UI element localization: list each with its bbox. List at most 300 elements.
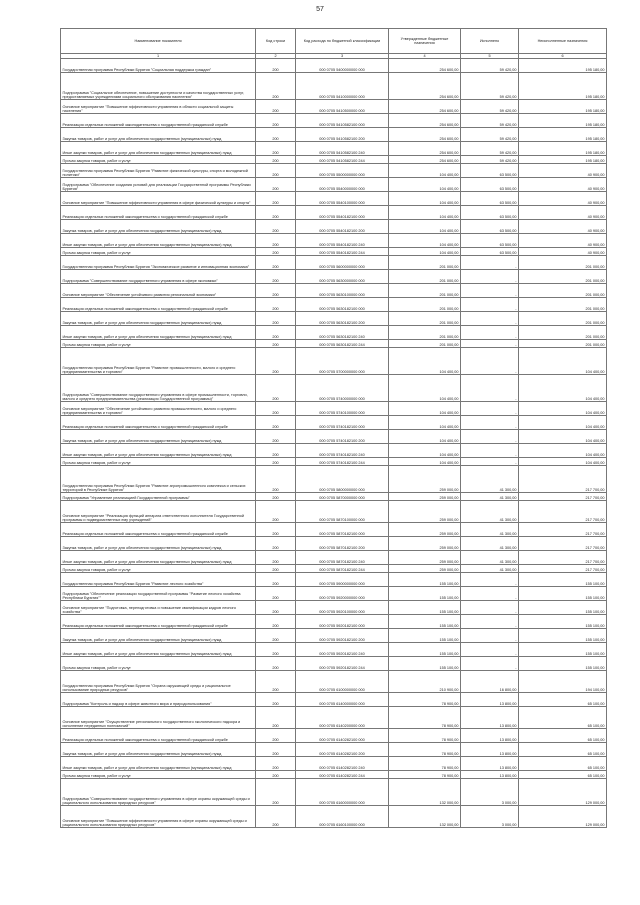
- table-row: [61, 348, 607, 375]
- table-row: [61, 73, 607, 100]
- row-executed: -: [461, 375, 519, 402]
- row-indicator-name: Иные закупки товаров, работ и услуг для обеспечения государственных (муниципальных) нужд: [61, 551, 256, 565]
- row-indicator-name: Государственная программа Республики Бурятия "Охрана окружающей среды и рациональное использование природных ресурсов": [61, 671, 256, 693]
- row-line-code: 200: [256, 340, 296, 348]
- row-approved: 201 000,00: [389, 326, 461, 340]
- row-indicator-name: Реализация отдельных положений законодательства о государственной гражданской службе: [61, 523, 256, 537]
- row-unexecuted: 217 700,00: [519, 565, 607, 573]
- row-approved: 104 400,00: [389, 164, 461, 178]
- row-unexecuted: 195 180,00: [519, 114, 607, 128]
- row-expense-code: 000 0705 5800000000 000: [296, 466, 389, 493]
- row-expense-code: 000 0705 6140282100 240: [296, 757, 389, 771]
- row-approved: 254 600,00: [389, 156, 461, 164]
- row-indicator-name: Государственная программа Республики Бурятия "Развитие агропромышленного комплекса и сельских территорий в Республике Бурятия": [61, 466, 256, 493]
- row-executed: -: [461, 326, 519, 340]
- table-row: [61, 178, 607, 192]
- row-executed: -: [461, 256, 519, 270]
- row-executed: 59 420,00: [461, 59, 519, 73]
- row-executed: -: [461, 416, 519, 430]
- row-approved: 104 400,00: [389, 178, 461, 192]
- row-indicator-name: Прочая закупка товаров, работ и услуг: [61, 771, 256, 779]
- row-indicator-name: Иные закупки товаров, работ и услуг для обеспечения государственных (муниципальных) нужд: [61, 444, 256, 458]
- row-approved: 201 000,00: [389, 284, 461, 298]
- row-line-code: 200: [256, 206, 296, 220]
- table-row: [61, 100, 607, 114]
- row-executed: 63 500,00: [461, 192, 519, 206]
- row-line-code: 200: [256, 466, 296, 493]
- row-executed: 13 800,00: [461, 707, 519, 729]
- row-executed: -: [461, 430, 519, 444]
- row-line-code: 200: [256, 757, 296, 771]
- row-approved: 78 900,00: [389, 729, 461, 743]
- row-indicator-name: Прочая закупка товаров, работ и услуг: [61, 156, 256, 164]
- row-indicator-name: Основное мероприятие "Повышение эффективности управления в сфере охраны окружающей среды и рационального использования природных ресурсов": [61, 806, 256, 828]
- row-indicator-name: Подпрограмма "Социальное обеспечение, повышение доступности и качества государственных услуг, предоставляемых учреждениями социального обслуживания населения": [61, 73, 256, 100]
- row-line-code: 200: [256, 771, 296, 779]
- row-line-code: 200: [256, 284, 296, 298]
- header-executed: Исполнено: [461, 29, 519, 54]
- row-approved: 254 600,00: [389, 114, 461, 128]
- row-approved: 104 400,00: [389, 444, 461, 458]
- row-indicator-name: Подпрограмма "Совершенствование государственного управления в сфере охраны окружающей среды и рационального использования природных ресурсов": [61, 779, 256, 806]
- row-expense-code: 000 0705 5540182100 244: [296, 248, 389, 256]
- row-expense-code: 000 0705 5870100000 000: [296, 501, 389, 523]
- row-expense-code: 000 0705 5740100000 000: [296, 402, 389, 416]
- table-row: [61, 573, 607, 587]
- row-unexecuted: 65 100,00: [519, 757, 607, 771]
- budget-execution-table: [60, 28, 607, 828]
- row-line-code: 200: [256, 779, 296, 806]
- row-approved: 201 000,00: [389, 270, 461, 284]
- row-approved: 254 600,00: [389, 128, 461, 142]
- row-indicator-name: Прочая закупка товаров, работ и услуг: [61, 565, 256, 573]
- row-line-code: 200: [256, 270, 296, 284]
- row-line-code: 200: [256, 565, 296, 573]
- row-executed: 41 300,00: [461, 466, 519, 493]
- row-approved: 254 600,00: [389, 100, 461, 114]
- row-expense-code: 000 0705 5600000000 000: [296, 256, 389, 270]
- row-unexecuted: 194 100,00: [519, 671, 607, 693]
- row-unexecuted: 155 100,00: [519, 587, 607, 601]
- row-unexecuted: 65 100,00: [519, 729, 607, 743]
- row-approved: 155 100,00: [389, 615, 461, 629]
- row-executed: -: [461, 312, 519, 326]
- row-approved: 78 900,00: [389, 707, 461, 729]
- row-approved: 201 000,00: [389, 312, 461, 326]
- row-approved: 104 400,00: [389, 402, 461, 416]
- row-indicator-name: Закупка товаров, работ и услуг для обеспечения государственных (муниципальных) нужд: [61, 220, 256, 234]
- row-approved: 155 100,00: [389, 643, 461, 657]
- row-executed: 63 500,00: [461, 206, 519, 220]
- row-unexecuted: 201 000,00: [519, 326, 607, 340]
- row-unexecuted: 155 100,00: [519, 573, 607, 587]
- table-row: [61, 340, 607, 348]
- row-expense-code: 000 0705 6140200000 000: [296, 707, 389, 729]
- row-unexecuted: 104 400,00: [519, 444, 607, 458]
- row-indicator-name: Государственная программа Республики Бурятия "Экономическое развитие и инновационная экономика": [61, 256, 256, 270]
- row-expense-code: 000 0705 5630182100 244: [296, 340, 389, 348]
- row-expense-code: 000 0705 5410500000 000: [296, 100, 389, 114]
- row-approved: 155 100,00: [389, 601, 461, 615]
- row-indicator-name: Основное мероприятие "Обеспечение устойчивого развития региональной экономики": [61, 284, 256, 298]
- table-row: [61, 416, 607, 430]
- row-unexecuted: 65 100,00: [519, 707, 607, 729]
- row-unexecuted: 129 000,00: [519, 779, 607, 806]
- table-row: [61, 587, 607, 601]
- row-line-code: 200: [256, 100, 296, 114]
- row-line-code: 200: [256, 164, 296, 178]
- row-executed: -: [461, 444, 519, 458]
- row-indicator-name: Прочая закупка товаров, работ и услуг: [61, 458, 256, 466]
- row-expense-code: 000 0705 5540182100 200: [296, 220, 389, 234]
- table-row: [61, 729, 607, 743]
- row-executed: 41 300,00: [461, 551, 519, 565]
- table-row: [61, 565, 607, 573]
- row-line-code: 200: [256, 537, 296, 551]
- table-row: [61, 501, 607, 523]
- row-expense-code: 000 0705 5540182100 000: [296, 206, 389, 220]
- row-expense-code: 000 0705 5870182100 200: [296, 537, 389, 551]
- row-line-code: 200: [256, 298, 296, 312]
- row-expense-code: 000 0705 5410582100 000: [296, 114, 389, 128]
- row-executed: 41 300,00: [461, 537, 519, 551]
- row-approved: 132 000,00: [389, 779, 461, 806]
- row-unexecuted: 65 100,00: [519, 743, 607, 757]
- row-expense-code: 000 0705 6160100000 000: [296, 806, 389, 828]
- row-executed: -: [461, 629, 519, 643]
- row-approved: 259 000,00: [389, 551, 461, 565]
- row-unexecuted: 40 900,00: [519, 206, 607, 220]
- row-executed: 13 800,00: [461, 693, 519, 707]
- row-expense-code: 000 0705 5630182100 200: [296, 312, 389, 326]
- table-row: [61, 493, 607, 501]
- row-expense-code: 000 0705 5540100000 000: [296, 192, 389, 206]
- row-unexecuted: 201 000,00: [519, 284, 607, 298]
- row-approved: 210 900,00: [389, 671, 461, 693]
- row-executed: -: [461, 573, 519, 587]
- row-expense-code: 000 0705 5500000000 000: [296, 164, 389, 178]
- row-executed: 59 420,00: [461, 100, 519, 114]
- row-indicator-name: Подпрограмма "Контроль и надзор в сфере животного мира и природопользования": [61, 693, 256, 707]
- table-header-row: [61, 29, 607, 54]
- row-unexecuted: 155 100,00: [519, 601, 607, 615]
- row-executed: 41 300,00: [461, 501, 519, 523]
- row-executed: -: [461, 340, 519, 348]
- table-row: [61, 693, 607, 707]
- row-unexecuted: 104 400,00: [519, 430, 607, 444]
- row-executed: -: [461, 657, 519, 671]
- row-executed: -: [461, 643, 519, 657]
- row-unexecuted: 155 100,00: [519, 657, 607, 671]
- row-expense-code: 000 0705 5870182100 000: [296, 523, 389, 537]
- row-approved: 259 000,00: [389, 565, 461, 573]
- row-unexecuted: 217 700,00: [519, 551, 607, 565]
- row-approved: 259 000,00: [389, 537, 461, 551]
- row-unexecuted: 155 100,00: [519, 615, 607, 629]
- row-line-code: 200: [256, 192, 296, 206]
- page-number: 57: [316, 6, 324, 13]
- row-indicator-name: Реализация отдельных положений законодательства о государственной гражданской службе: [61, 298, 256, 312]
- row-approved: 104 400,00: [389, 192, 461, 206]
- row-executed: 13 800,00: [461, 771, 519, 779]
- row-indicator-name: Государственная программа Республики Бурятия "Развитие физической культуры, спорта и молодежной политики": [61, 164, 256, 178]
- row-indicator-name: Закупка товаров, работ и услуг для обеспечения государственных (муниципальных) нужд: [61, 743, 256, 757]
- row-executed: 63 500,00: [461, 234, 519, 248]
- table-row: [61, 707, 607, 729]
- row-line-code: 200: [256, 551, 296, 565]
- row-line-code: 200: [256, 220, 296, 234]
- row-unexecuted: 217 700,00: [519, 501, 607, 523]
- row-unexecuted: 104 400,00: [519, 458, 607, 466]
- row-approved: 201 000,00: [389, 256, 461, 270]
- row-indicator-name: Иные закупки товаров, работ и услуг для обеспечения государственных (муниципальных) нужд: [61, 757, 256, 771]
- table-row: [61, 142, 607, 156]
- column-number: 1: [61, 54, 256, 59]
- row-line-code: 200: [256, 73, 296, 100]
- row-executed: 63 500,00: [461, 220, 519, 234]
- row-unexecuted: 40 900,00: [519, 164, 607, 178]
- row-unexecuted: 40 900,00: [519, 220, 607, 234]
- row-expense-code: 000 0705 5410582100 200: [296, 128, 389, 142]
- row-expense-code: 000 0705 5920182100 200: [296, 629, 389, 643]
- row-executed: 41 300,00: [461, 523, 519, 537]
- row-line-code: 200: [256, 312, 296, 326]
- row-approved: 78 900,00: [389, 743, 461, 757]
- row-expense-code: 000 0705 6140000000 000: [296, 693, 389, 707]
- table-row: [61, 164, 607, 178]
- row-expense-code: 000 0705 5740182100 000: [296, 416, 389, 430]
- row-expense-code: 000 0705 5740182100 244: [296, 458, 389, 466]
- table-row: [61, 156, 607, 164]
- row-approved: 104 400,00: [389, 248, 461, 256]
- row-indicator-name: Закупка товаров, работ и услуг для обеспечения государственных (муниципальных) нужд: [61, 537, 256, 551]
- table-row: [61, 629, 607, 643]
- row-expense-code: 000 0705 5540182100 240: [296, 234, 389, 248]
- row-indicator-name: Подпрограмма "Совершенствование государственного управления в сфере промышленности, торговли, малого и среднего предпринимательства (реализация Государственной программы)": [61, 375, 256, 402]
- row-line-code: 200: [256, 615, 296, 629]
- row-approved: 201 000,00: [389, 340, 461, 348]
- row-expense-code: 000 0705 5740182100 240: [296, 444, 389, 458]
- row-unexecuted: 104 400,00: [519, 416, 607, 430]
- row-indicator-name: Иные закупки товаров, работ и услуг для обеспечения государственных (муниципальных) нужд: [61, 326, 256, 340]
- row-expense-code: 000 0705 5700000000 000: [296, 348, 389, 375]
- row-expense-code: 000 0705 5410000000 000: [296, 73, 389, 100]
- header-unexecuted: Неисполненные назначения: [519, 29, 607, 54]
- row-executed: 63 500,00: [461, 248, 519, 256]
- row-executed: -: [461, 298, 519, 312]
- row-approved: 254 600,00: [389, 142, 461, 156]
- row-line-code: 200: [256, 587, 296, 601]
- row-executed: 59 420,00: [461, 128, 519, 142]
- row-unexecuted: 104 400,00: [519, 402, 607, 416]
- row-executed: 41 300,00: [461, 565, 519, 573]
- row-indicator-name: Иные закупки товаров, работ и услуг для обеспечения государственных (муниципальных) нужд: [61, 643, 256, 657]
- row-line-code: 200: [256, 430, 296, 444]
- row-unexecuted: 40 900,00: [519, 192, 607, 206]
- table-row: [61, 256, 607, 270]
- table-row: [61, 312, 607, 326]
- row-executed: -: [461, 348, 519, 375]
- row-expense-code: 000 0705 5630182100 000: [296, 298, 389, 312]
- header-line-code: Код строки: [256, 29, 296, 54]
- row-expense-code: 000 0705 6100000000 000: [296, 671, 389, 693]
- row-expense-code: 000 0705 5400000000 000: [296, 59, 389, 73]
- row-unexecuted: 195 180,00: [519, 156, 607, 164]
- row-expense-code: 000 0705 5920182100 240: [296, 643, 389, 657]
- row-executed: 59 420,00: [461, 156, 519, 164]
- row-unexecuted: 217 700,00: [519, 523, 607, 537]
- header-approved: Утвержденные бюджетные назначения: [389, 29, 461, 54]
- row-indicator-name: Закупка товаров, работ и услуг для обеспечения государственных (муниципальных) нужд: [61, 430, 256, 444]
- row-unexecuted: 104 400,00: [519, 348, 607, 375]
- row-indicator-name: Подпрограмма "Обеспечение создания условий для реализации Государственной программы Республики Бурятия": [61, 178, 256, 192]
- row-unexecuted: 201 000,00: [519, 270, 607, 284]
- row-expense-code: 000 0705 6140282100 000: [296, 729, 389, 743]
- row-unexecuted: 195 180,00: [519, 142, 607, 156]
- row-unexecuted: 155 100,00: [519, 629, 607, 643]
- row-unexecuted: 201 000,00: [519, 312, 607, 326]
- row-expense-code: 000 0705 5920100000 000: [296, 601, 389, 615]
- row-executed: -: [461, 284, 519, 298]
- row-unexecuted: 217 700,00: [519, 537, 607, 551]
- row-line-code: 200: [256, 375, 296, 402]
- row-expense-code: 000 0705 5540000000 000: [296, 178, 389, 192]
- row-indicator-name: Основное мероприятие "Подготовка, переподготовка и повышение квалификации кадров лесного хозяйства": [61, 601, 256, 615]
- table-row: [61, 601, 607, 615]
- table-row: [61, 192, 607, 206]
- table-row: [61, 128, 607, 142]
- table-row: [61, 114, 607, 128]
- row-line-code: 200: [256, 671, 296, 693]
- row-line-code: 200: [256, 128, 296, 142]
- row-expense-code: 000 0705 6140282100 200: [296, 743, 389, 757]
- row-approved: 155 100,00: [389, 657, 461, 671]
- row-line-code: 200: [256, 348, 296, 375]
- row-expense-code: 000 0705 5630100000 000: [296, 284, 389, 298]
- row-approved: 254 600,00: [389, 73, 461, 100]
- row-unexecuted: 40 900,00: [519, 248, 607, 256]
- row-indicator-name: Подпрограмма "Совершенствование государственного управления в сфере экономики": [61, 270, 256, 284]
- row-approved: 259 000,00: [389, 493, 461, 501]
- table-row: [61, 523, 607, 537]
- table-row: [61, 551, 607, 565]
- table-row: [61, 284, 607, 298]
- row-unexecuted: 195 180,00: [519, 73, 607, 100]
- row-indicator-name: Реализация отдельных положений законодательства о государственной гражданской службе: [61, 729, 256, 743]
- row-executed: 63 500,00: [461, 178, 519, 192]
- row-indicator-name: Государственная программа Республики Бурятия "Социальная поддержка граждан": [61, 59, 256, 73]
- table-row: [61, 743, 607, 757]
- table-row: [61, 430, 607, 444]
- row-unexecuted: 40 900,00: [519, 178, 607, 192]
- row-executed: 3 000,00: [461, 806, 519, 828]
- row-executed: 63 500,00: [461, 164, 519, 178]
- table-row: [61, 402, 607, 416]
- row-indicator-name: Реализация отдельных положений законодательства о государственной гражданской службе: [61, 416, 256, 430]
- table-row: [61, 466, 607, 493]
- row-expense-code: 000 0705 5870000000 000: [296, 493, 389, 501]
- row-line-code: 200: [256, 601, 296, 615]
- row-line-code: 200: [256, 729, 296, 743]
- row-indicator-name: Закупка товаров, работ и услуг для обеспечения государственных (муниципальных) нужд: [61, 312, 256, 326]
- row-approved: 201 000,00: [389, 298, 461, 312]
- table-row: [61, 657, 607, 671]
- row-indicator-name: Основное мероприятие "Обеспечение устойчивого развития промышленности, малого и среднего предпринимательства и торговли": [61, 402, 256, 416]
- column-number: 6: [519, 54, 607, 59]
- table-row: [61, 270, 607, 284]
- row-indicator-name: Прочая закупка товаров, работ и услуг: [61, 657, 256, 671]
- row-executed: 59 420,00: [461, 114, 519, 128]
- row-line-code: 200: [256, 743, 296, 757]
- table-row: [61, 220, 607, 234]
- table-row: [61, 248, 607, 256]
- row-unexecuted: 195 180,00: [519, 59, 607, 73]
- header-indicator-name: Наименование показателя: [61, 29, 256, 54]
- row-indicator-name: Иные закупки товаров, работ и услуг для обеспечения государственных (муниципальных) нужд: [61, 142, 256, 156]
- row-indicator-name: Основное мероприятие "Повышение эффективности управления в области социальной защиты населения": [61, 100, 256, 114]
- table-row: [61, 615, 607, 629]
- row-indicator-name: Основное мероприятие "Повышение эффективности управления в сфере физической культуры и спорта": [61, 192, 256, 206]
- row-approved: 104 400,00: [389, 234, 461, 248]
- row-executed: 59 420,00: [461, 73, 519, 100]
- row-approved: 104 400,00: [389, 348, 461, 375]
- row-expense-code: 000 0705 5410582100 244: [296, 156, 389, 164]
- row-unexecuted: 155 100,00: [519, 643, 607, 657]
- row-approved: 155 100,00: [389, 573, 461, 587]
- row-unexecuted: 65 100,00: [519, 771, 607, 779]
- row-indicator-name: Реализация отдельных положений законодательства о государственной гражданской службе: [61, 114, 256, 128]
- row-indicator-name: Закупка товаров, работ и услуг для обеспечения государственных (муниципальных) нужд: [61, 128, 256, 142]
- row-expense-code: 000 0705 5410582100 240: [296, 142, 389, 156]
- row-approved: 104 400,00: [389, 458, 461, 466]
- row-expense-code: 000 0705 5630000000 000: [296, 270, 389, 284]
- row-unexecuted: 65 100,00: [519, 693, 607, 707]
- row-executed: 13 800,00: [461, 757, 519, 771]
- row-expense-code: 000 0705 5740182100 200: [296, 430, 389, 444]
- row-unexecuted: 201 000,00: [519, 256, 607, 270]
- table-row: [61, 444, 607, 458]
- table-row: [61, 206, 607, 220]
- row-executed: -: [461, 601, 519, 615]
- row-executed: -: [461, 587, 519, 601]
- row-line-code: 200: [256, 402, 296, 416]
- row-expense-code: 000 0705 5920000000 000: [296, 587, 389, 601]
- row-line-code: 200: [256, 234, 296, 248]
- row-expense-code: 000 0705 5900000000 000: [296, 573, 389, 587]
- row-unexecuted: 40 900,00: [519, 234, 607, 248]
- table-row: [61, 375, 607, 402]
- row-line-code: 200: [256, 643, 296, 657]
- column-number: 2: [256, 54, 296, 59]
- row-approved: 155 100,00: [389, 587, 461, 601]
- row-line-code: 200: [256, 493, 296, 501]
- row-line-code: 200: [256, 59, 296, 73]
- row-unexecuted: 195 180,00: [519, 128, 607, 142]
- table-row: [61, 671, 607, 693]
- row-line-code: 200: [256, 114, 296, 128]
- row-executed: -: [461, 402, 519, 416]
- row-unexecuted: 201 000,00: [519, 298, 607, 312]
- table-row: [61, 326, 607, 340]
- row-line-code: 200: [256, 326, 296, 340]
- row-line-code: 200: [256, 156, 296, 164]
- row-approved: 104 400,00: [389, 375, 461, 402]
- row-line-code: 200: [256, 629, 296, 643]
- row-line-code: 200: [256, 573, 296, 587]
- row-approved: 254 600,00: [389, 59, 461, 73]
- table-row: [61, 806, 607, 828]
- row-indicator-name: Иные закупки товаров, работ и услуг для обеспечения государственных (муниципальных) нужд: [61, 234, 256, 248]
